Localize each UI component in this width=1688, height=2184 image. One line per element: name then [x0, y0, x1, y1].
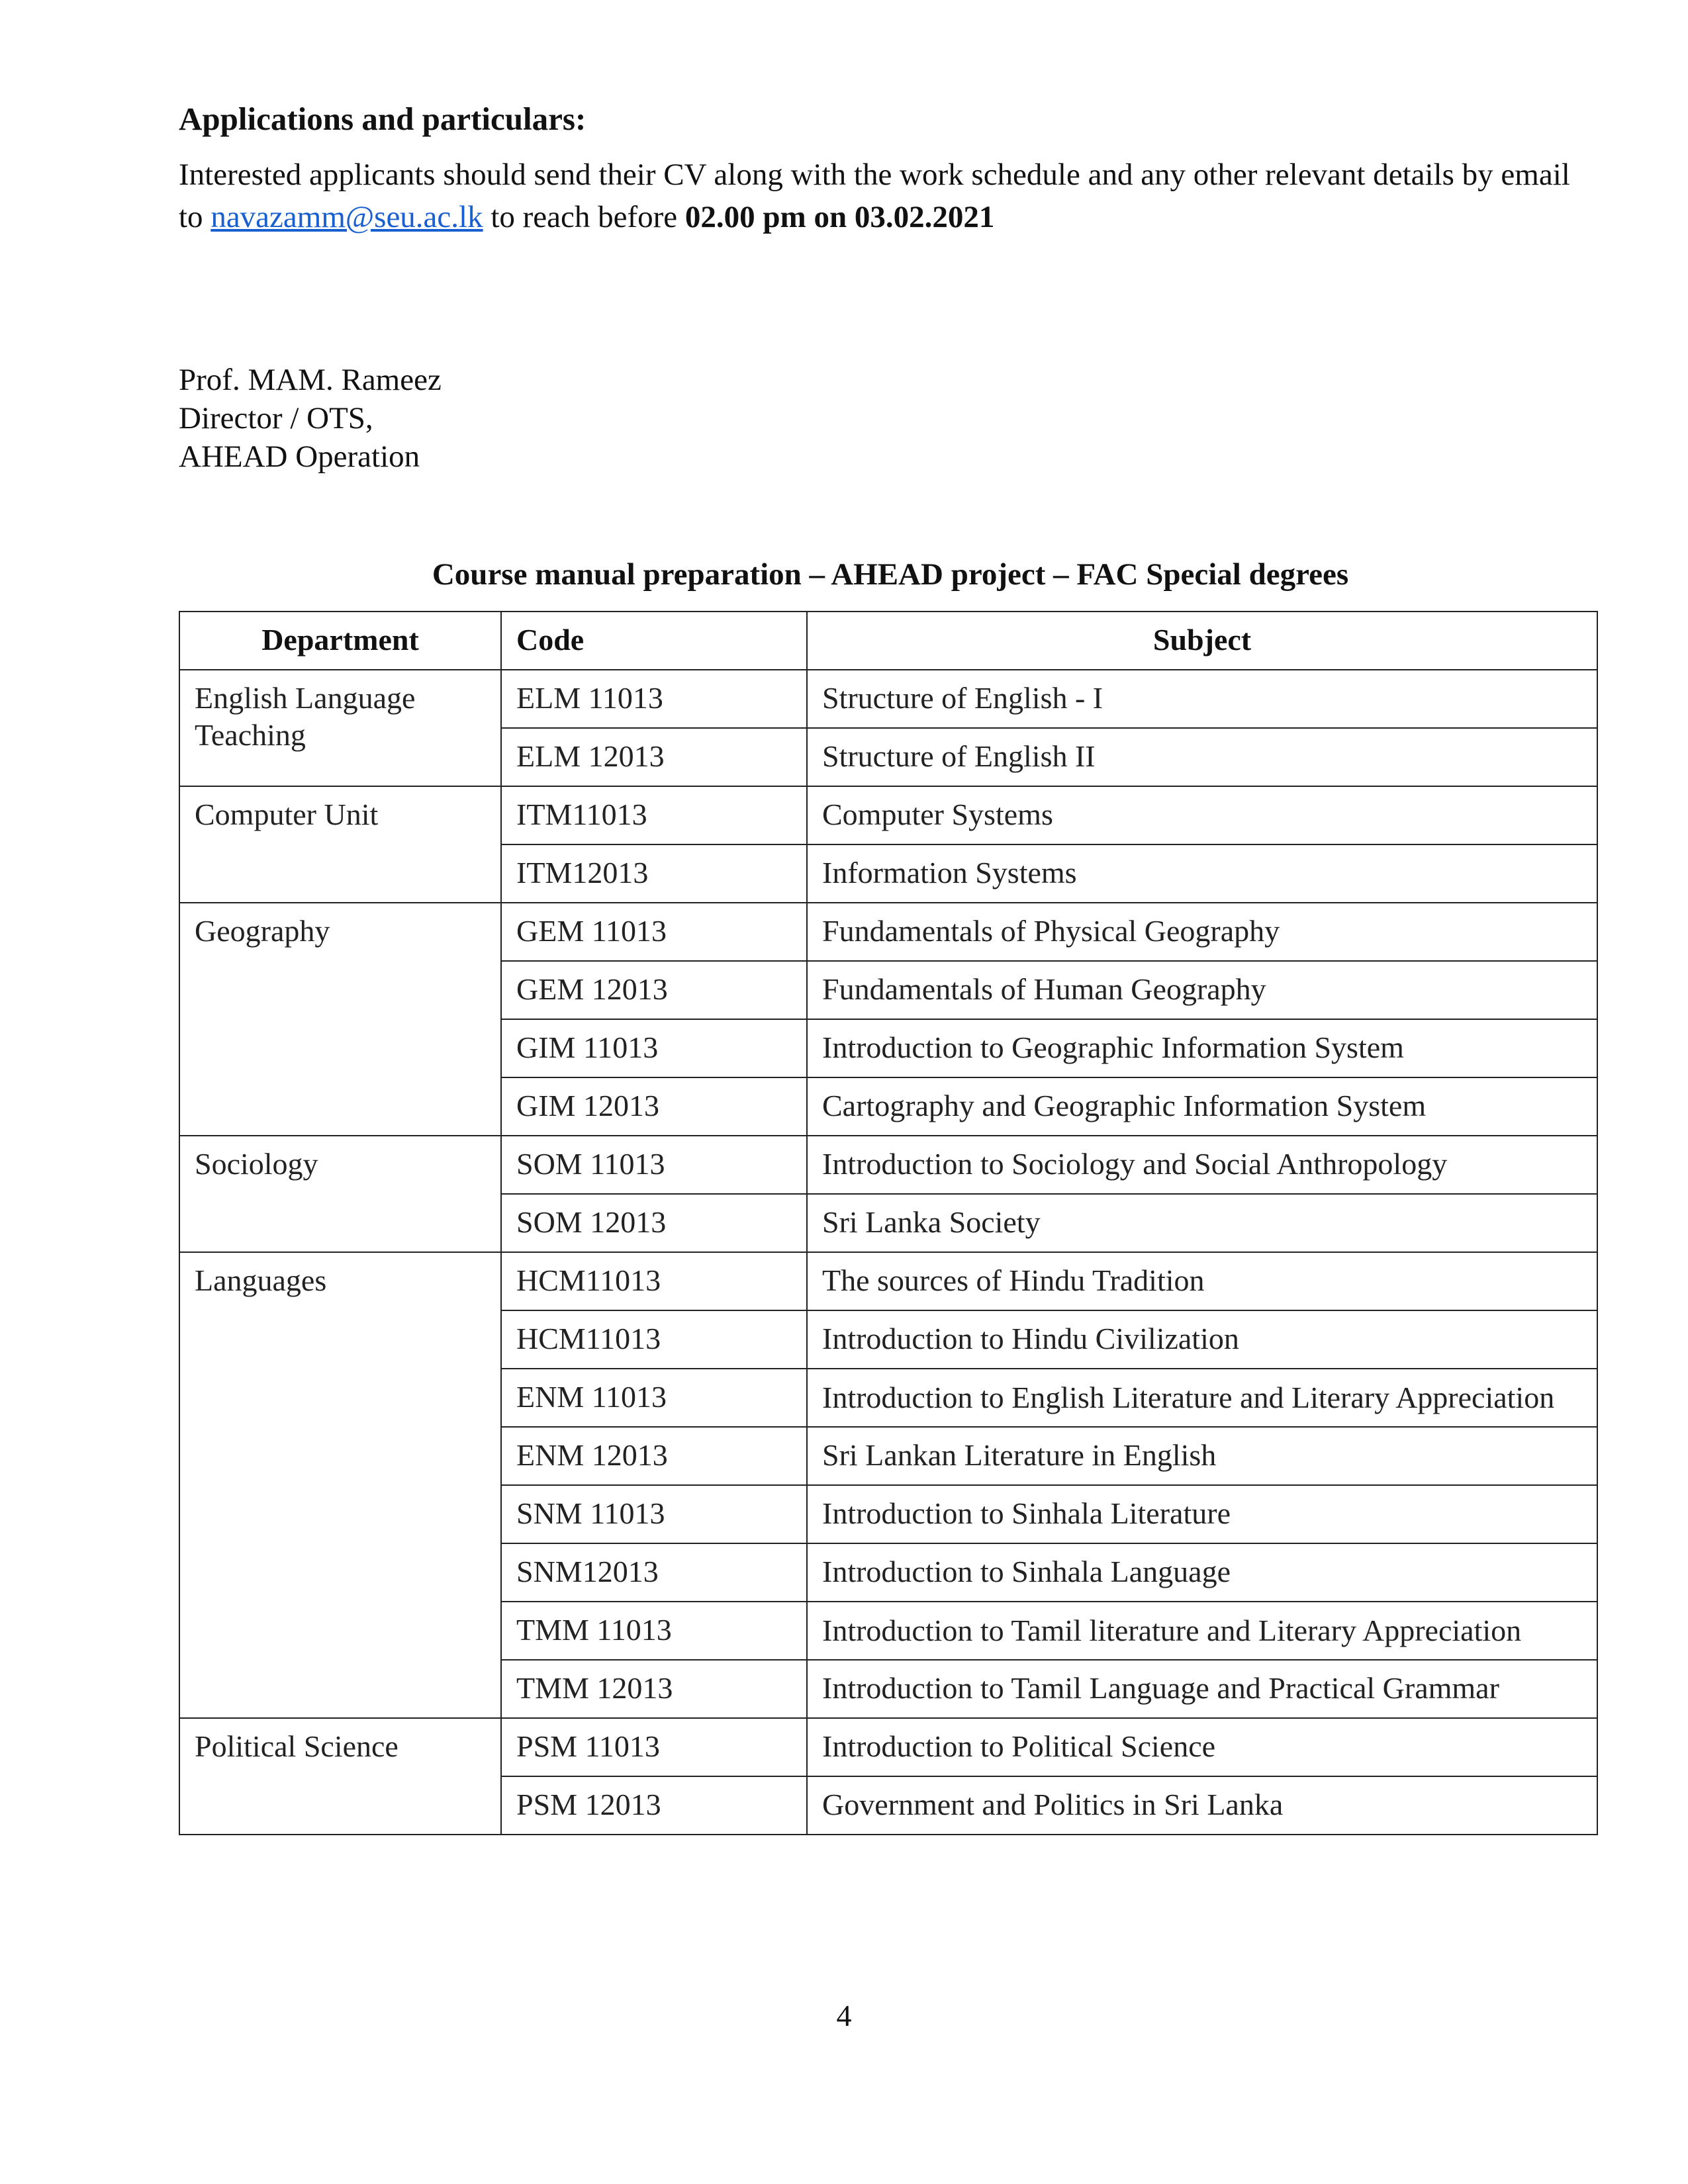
- email-link[interactable]: navazamm@seu.ac.lk: [211, 200, 483, 234]
- subject-cell: Introduction to Sinhala Language: [807, 1543, 1597, 1602]
- code-cell: ITM12013: [501, 844, 807, 903]
- code-cell: GIM 11013: [501, 1019, 807, 1077]
- subject-cell: Structure of English - I: [807, 670, 1597, 728]
- code-cell: ENM 11013: [501, 1369, 807, 1427]
- applications-text-before: Interested applicants should send their CV along with the work schedule and any other relevant details by email to: [179, 158, 1570, 234]
- code-cell: ENM 12013: [501, 1427, 807, 1485]
- subject-cell: Introduction to Tamil literature and Literary Appreciation: [807, 1602, 1597, 1660]
- code-cell: GIM 12013: [501, 1077, 807, 1136]
- code-cell: ELM 12013: [501, 728, 807, 786]
- code-cell: HCM11013: [501, 1310, 807, 1369]
- applications-paragraph: [179, 154, 1602, 238]
- subject-cell: Structure of English II: [807, 728, 1597, 786]
- signature-block: [179, 361, 442, 476]
- header-department: Department: [179, 612, 501, 670]
- table-header-row: [179, 612, 1597, 670]
- table-row: [179, 903, 1597, 961]
- subject-cell: Government and Politics in Sri Lanka: [807, 1776, 1597, 1835]
- subject-cell: Introduction to English Literature and Literary Appreciation: [807, 1369, 1597, 1427]
- subject-cell: Introduction to Political Science: [807, 1718, 1597, 1776]
- header-code: Code: [501, 612, 807, 670]
- code-cell: SNM12013: [501, 1543, 807, 1602]
- subject-cell: Cartography and Geographic Information System: [807, 1077, 1597, 1136]
- signatory-unit: AHEAD Operation: [179, 439, 420, 474]
- code-cell: ITM11013: [501, 786, 807, 844]
- subject-cell: Fundamentals of Human Geography: [807, 961, 1597, 1019]
- subject-cell: Computer Systems: [807, 786, 1597, 844]
- signatory-title: Director / OTS,: [179, 401, 373, 435]
- course-table: [179, 611, 1598, 1835]
- subject-cell: Introduction to Hindu Civilization: [807, 1310, 1597, 1369]
- code-cell: TMM 12013: [501, 1660, 807, 1718]
- subject-cell: Introduction to Sociology and Social Anthropology: [807, 1136, 1597, 1194]
- department-cell: Computer Unit: [179, 786, 501, 903]
- table-row: [179, 1718, 1597, 1776]
- table-row: [179, 670, 1597, 728]
- code-cell: SOM 12013: [501, 1194, 807, 1252]
- signatory-name: Prof. MAM. Rameez: [179, 363, 442, 397]
- header-subject: Subject: [807, 612, 1597, 670]
- code-cell: SNM 11013: [501, 1485, 807, 1543]
- department-cell: Geography: [179, 903, 501, 1136]
- subject-cell: Introduction to Geographic Information System: [807, 1019, 1597, 1077]
- page-number: 4: [836, 1999, 852, 2032]
- code-cell: GEM 11013: [501, 903, 807, 961]
- subject-cell: Introduction to Tamil Language and Practical Grammar: [807, 1660, 1597, 1718]
- code-cell: HCM11013: [501, 1252, 807, 1310]
- department-cell: Languages: [179, 1252, 501, 1718]
- code-cell: PSM 11013: [501, 1718, 807, 1776]
- subject-cell: Sri Lanka Society: [807, 1194, 1597, 1252]
- code-cell: PSM 12013: [501, 1776, 807, 1835]
- table-title: Course manual preparation – AHEAD project – FAC Special degrees: [432, 557, 1349, 592]
- code-cell: SOM 11013: [501, 1136, 807, 1194]
- table-row: [179, 1136, 1597, 1194]
- code-cell: GEM 12013: [501, 961, 807, 1019]
- applications-heading: Applications and particulars:: [179, 101, 586, 137]
- department-cell: Sociology: [179, 1136, 501, 1252]
- table-row: [179, 786, 1597, 844]
- subject-cell: Introduction to Sinhala Literature: [807, 1485, 1597, 1543]
- department-cell: Political Science: [179, 1718, 501, 1835]
- subject-cell: Information Systems: [807, 844, 1597, 903]
- deadline: 02.00 pm on 03.02.2021: [684, 200, 995, 234]
- code-cell: ELM 11013: [501, 670, 807, 728]
- applications-text-after: to reach before: [483, 200, 685, 234]
- code-cell: TMM 11013: [501, 1602, 807, 1660]
- department-cell: English Language Teaching: [179, 670, 501, 786]
- subject-cell: Fundamentals of Physical Geography: [807, 903, 1597, 961]
- subject-cell: The sources of Hindu Tradition: [807, 1252, 1597, 1310]
- table-row: [179, 1252, 1597, 1310]
- subject-cell: Sri Lankan Literature in English: [807, 1427, 1597, 1485]
